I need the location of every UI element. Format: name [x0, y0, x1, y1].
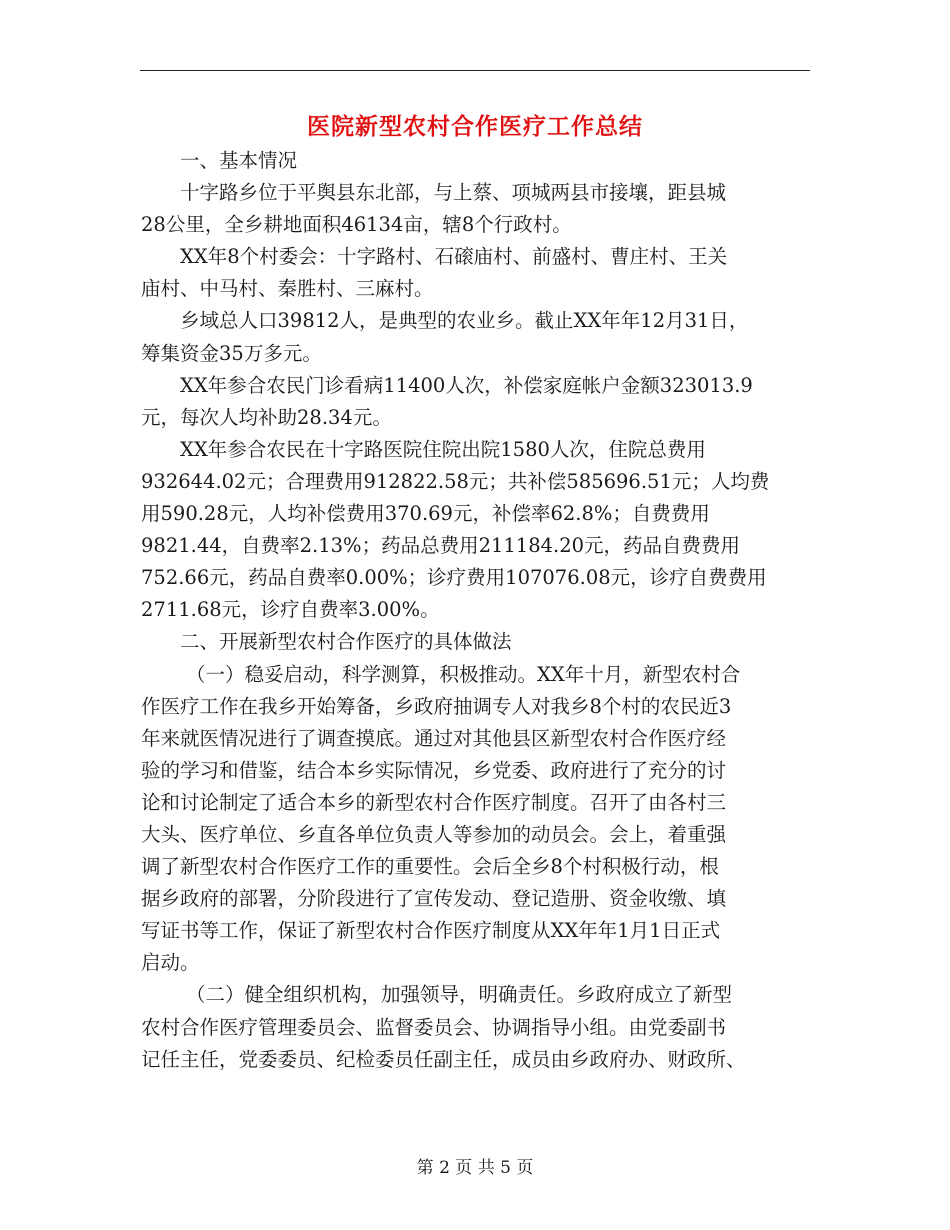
body-line: 调了新型农村合作医疗工作的重要性。会后全乡8个村积极行动，根 — [141, 855, 719, 879]
body-line: 十字路乡位于平舆县东北部，与上蔡、项城两县市接壤，距县城 — [180, 181, 727, 205]
body-line: 启动。 — [141, 951, 200, 975]
body-line: 据乡政府的部署，分阶段进行了宣传发动、登记造册、资金收缴、填 — [141, 887, 727, 911]
page-number-footer: 第 2 页 共 5 页 — [416, 1158, 534, 1178]
body-line: 752.66元，药品自费率0.00%；诊疗费用107076.08元，诊疗自费费用 — [141, 566, 767, 590]
body-line: 记任主任，党委委员、纪检委员任副主任，成员由乡政府办、财政所、 — [141, 1047, 746, 1071]
body-line: 验的学习和借鉴，结合本乡实际情况，乡党委、政府进行了充分的讨 — [141, 758, 727, 782]
body-line: 大头、医疗单位、乡直各单位负责人等参加的动员会。会上，着重强 — [141, 822, 727, 846]
header-rule — [140, 70, 810, 71]
body-line: 用590.28元，人均补偿费用370.69元，补偿率62.8%；自费费用 — [141, 502, 710, 526]
body-line: 作医疗工作在我乡开始筹备，乡政府抽调专人对我乡8个村的农民近3 — [141, 694, 732, 718]
body-line: （一）稳妥启动，科学测算，积极推动。XX年十月，新型农村合 — [186, 662, 741, 686]
body-line: 二、开展新型农村合作医疗的具体做法 — [180, 630, 512, 654]
document-title: 医院新型农村合作医疗工作总结 — [307, 114, 643, 140]
body-line: 一、基本情况 — [180, 149, 298, 172]
body-line: （二）健全组织机构，加强领导，明确责任。乡政府成立了新型 — [186, 983, 733, 1007]
body-line: 年来就医情况进行了调查摸底。通过对其他县区新型农村合作医疗经 — [141, 726, 727, 750]
body-line: XX年参合农民在十字路医院住院出院1580人次，住院总费用 — [180, 437, 706, 461]
body-line: 元，每次人均补助28.34元。 — [141, 405, 392, 429]
body-line: 932644.02元；合理费用912822.58元；共补偿585696.51元；人均费 — [141, 469, 770, 493]
body-line: XX年8个村委会：十字路村、石磙庙村、前盛村、曹庄村、王关 — [180, 245, 728, 269]
document-body — [141, 145, 809, 1076]
body-line: XX年参合农民门诊看病11400人次，补偿家庭帐户金额323013.9 — [180, 373, 753, 397]
body-line: 2711.68元，诊疗自费率3.00%。 — [141, 598, 440, 622]
body-line: 写证书等工作，保证了新型农村合作医疗制度从XX年年1月1日正式 — [141, 919, 721, 943]
body-line: 28公里，全乡耕地面积46134亩，辖8个行政村。 — [141, 213, 572, 237]
body-line: 论和讨论制定了适合本乡的新型农村合作医疗制度。召开了由各村三 — [141, 790, 727, 814]
body-line: 乡域总人口39812人，是典型的农业乡。截止XX年年12月31日， — [180, 309, 749, 333]
body-line: 9821.44，自费率2.13%；药品总费用211184.20元，药品自费费用 — [141, 534, 741, 558]
body-line: 农村合作医疗管理委员会、监督委员会、协调指导小组。由党委副书 — [141, 1015, 727, 1039]
body-line: 筹集资金35万多元。 — [141, 341, 322, 365]
body-line: 庙村、中马村、秦胜村、三麻村。 — [141, 277, 434, 301]
